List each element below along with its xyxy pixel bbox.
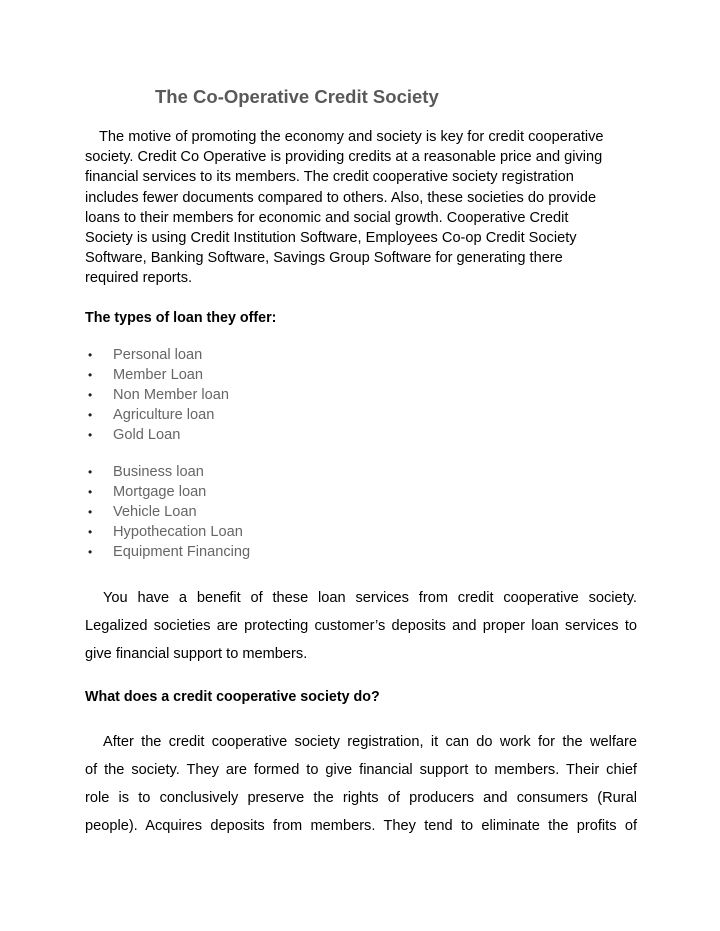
intro-line: Society is using Credit Institution Software, Employees Co-op Credit Society bbox=[85, 230, 577, 247]
bullet-icon: • bbox=[88, 368, 93, 382]
list-item: • Business loan bbox=[88, 464, 204, 480]
bullet-icon: • bbox=[88, 485, 93, 499]
bullet-icon: • bbox=[88, 525, 93, 539]
what-line: After the credit cooperative society registration, it can do work for the welfare bbox=[103, 734, 637, 750]
intro-line: loans to their members for economic and social growth. Cooperative Credit bbox=[85, 209, 569, 226]
intro-line: The motive of promoting the economy and society is key for credit cooperative bbox=[99, 129, 604, 145]
list-item: • Non Member loan bbox=[88, 387, 229, 403]
intro-paragraph bbox=[85, 127, 637, 289]
list-item: • Hypothecation Loan bbox=[88, 524, 243, 540]
benefit-line: give financial support to members. bbox=[85, 646, 308, 662]
benefit-paragraph bbox=[85, 584, 637, 668]
intro-line: financial services to its members. The credit cooperative society registration bbox=[85, 169, 574, 186]
loan-types-heading: The types of loan they offer: bbox=[85, 310, 277, 326]
list-item: • Mortgage loan bbox=[88, 484, 207, 500]
what-paragraph bbox=[85, 728, 637, 840]
benefit-line: Legalized societies are protecting customer’s deposits and proper loan services to bbox=[85, 618, 637, 634]
loan-list-secondary bbox=[88, 462, 250, 562]
bullet-icon: • bbox=[88, 465, 93, 479]
list-item: • Member Loan bbox=[88, 367, 204, 383]
what-line: role is to conclusively preserve the rights of producers and consumers (Rural bbox=[85, 790, 637, 806]
bullet-icon: • bbox=[88, 348, 93, 362]
bullet-icon: • bbox=[88, 428, 93, 442]
what-heading: What does a credit cooperative society do? bbox=[85, 689, 380, 705]
intro-line: includes fewer documents compared to others. Also, these societies do provide bbox=[85, 189, 597, 206]
list-item: • Vehicle Loan bbox=[88, 504, 197, 520]
loan-list-primary bbox=[88, 345, 229, 445]
list-item: • Agriculture loan bbox=[88, 407, 215, 423]
benefit-line: You have a benefit of these loan services from credit cooperative society. bbox=[103, 590, 637, 606]
list-item: • Equipment Financing bbox=[88, 544, 251, 560]
intro-line: required reports. bbox=[85, 270, 193, 287]
bullet-icon: • bbox=[88, 545, 93, 559]
what-line: people). Acquires deposits from members. They tend to eliminate the profits of bbox=[85, 818, 637, 834]
document-title: The Co-Operative Credit Society bbox=[155, 86, 439, 107]
what-line: of the society. They are formed to give financial support to members. Their chief bbox=[85, 762, 637, 778]
bullet-icon: • bbox=[88, 505, 93, 519]
list-item: • Gold Loan bbox=[88, 427, 181, 443]
bullet-icon: • bbox=[88, 388, 93, 402]
bullet-icon: • bbox=[88, 408, 93, 422]
intro-line: Software, Banking Software, Savings Group Software for generating there bbox=[85, 250, 563, 267]
list-item: • Personal loan bbox=[88, 347, 203, 363]
intro-line: society. Credit Co Operative is providing credits at a reasonable price and giving bbox=[85, 149, 603, 166]
